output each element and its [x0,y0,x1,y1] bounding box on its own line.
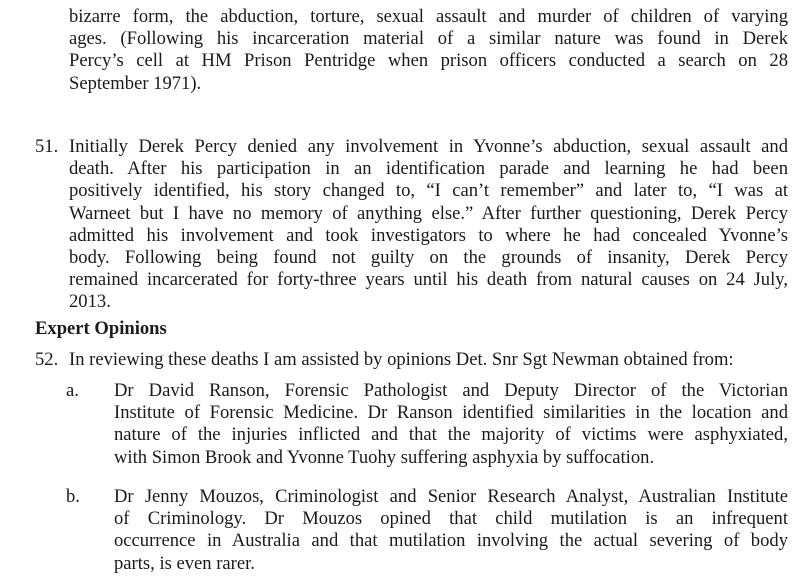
text-line: body. Following being found not guilty on the grounds of insanity, Derek Percy [69,247,788,269]
list-item-a [114,380,788,469]
paragraph-50-continuation [69,6,788,95]
list-item-b [114,486,788,575]
text-line: positively identified, his story changed to, “I can’t remember” and later to, “I was at [69,180,788,202]
text-line: remained incarcerated for forty-three years until his death from natural causes on 24 July, [69,269,788,291]
text-line: ages. (Following his incarceration material of a similar nature was found in Derek [69,28,788,50]
section-heading-expert-opinions: Expert Opinions [35,318,167,339]
text-line: bizarre form, the abduction, torture, sexual assault and murder of children of varying [69,6,788,27]
paragraph-52 [69,349,794,371]
text-line: Warneet but I have no memory of anything else.” After further questioning, Derek Percy [69,202,788,224]
text-line: 2013. [69,291,111,313]
text-line: nature of the injuries inflicted and that the majority of victims were asphyxiated, [114,424,788,446]
text-line: of Criminology. Dr Mouzos opined that child mutilation is an infrequent [114,508,788,530]
text-line: with Simon Brook and Yvonne Tuohy suffering asphyxia by suffocation. [114,446,655,468]
list-item-label-a: a. [66,380,79,401]
text-line: Percy’s cell at HM Prison Pentridge when prison officers conducted a search on 28 [69,50,788,72]
text-line: In reviewing these deaths I am assisted by opinions Det. Snr Sgt Newman obtained from: [69,349,734,370]
paragraph-51 [69,136,788,314]
paragraph-52-number: 52. [35,349,59,370]
text-line: admitted his involvement and took investigators to where he had concealed Yvonne’s [69,224,788,246]
text-line: Dr Jenny Mouzos, Criminologist and Senior Research Analyst, Australian Institute [114,486,788,507]
paragraph-51-number: 51. [35,136,59,157]
text-line: September 1971). [69,72,202,94]
text-line: death. After his participation in an identification parade and learning he had been [69,158,788,180]
text-line: Initially Derek Percy denied any involvement in Yvonne’s abduction, sexual assault and [69,136,788,157]
list-item-label-b: b. [66,486,80,507]
text-line: occurrence in Australia and that mutilation involving the actual severing of body [114,530,788,552]
text-line: Institute of Forensic Medicine. Dr Ranson identified similarities in the location and [114,402,788,424]
text-line: Dr David Ranson, Forensic Pathologist and Deputy Director of the Victorian [114,380,788,401]
text-line: parts, is even rarer. [114,552,255,574]
